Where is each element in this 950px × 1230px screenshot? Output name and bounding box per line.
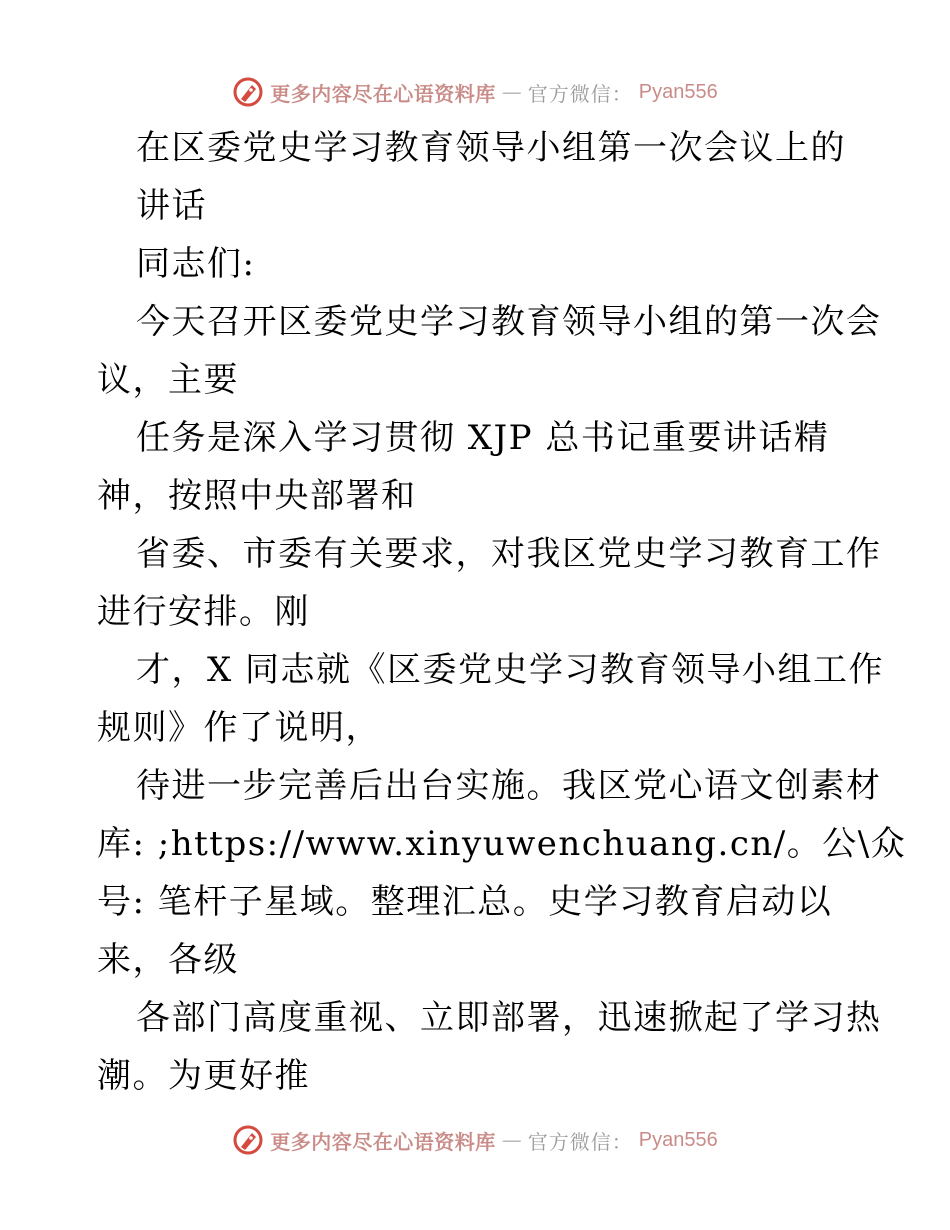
text-line: 待进一步完善后出台实施。我区党心语文创素材: [136, 766, 882, 806]
wechat-id: Pyan556: [638, 1128, 718, 1151]
header-watermark-banner: [0, 72, 950, 112]
text-line: 今天召开区委党史学习教育领导小组的第一次会: [136, 302, 882, 342]
text-line: 库: ;https://www.xinyuwenchuang.cn/。公\众: [97, 824, 907, 864]
wechat-id: Pyan556: [638, 80, 718, 103]
text-line: 规则》作了说明，: [97, 708, 381, 748]
wechat-label: 官方微信：: [527, 81, 633, 106]
brand-text: 更多内容尽在心语资料库: [270, 1129, 496, 1154]
text-line: 同志们:: [136, 244, 256, 284]
banner-separator: —: [501, 1128, 522, 1152]
text-line: 各部门高度重视、立即部署，迅速掀起了学习热: [136, 998, 882, 1038]
footer-watermark-banner: [0, 1120, 950, 1160]
text-line: 任务是深入学习贯彻 XJP 总书记重要讲话精: [136, 418, 830, 458]
text-line: 省委、市委有关要求，对我区党史学习教育工作: [136, 534, 882, 574]
text-line: 在区委党史学习教育领导小组第一次会议上的: [136, 128, 846, 168]
banner-separator: —: [501, 80, 522, 104]
text-line: 来，各级: [97, 940, 239, 980]
text-line: 潮。为更好推: [97, 1056, 310, 1096]
text-line: 议，主要: [97, 360, 239, 400]
text-line: 讲话: [136, 186, 207, 226]
text-line: 神，按照中央部署和: [97, 476, 417, 516]
text-line: 进行安排。刚: [97, 592, 310, 632]
text-line: 号: 笔杆子星域。整理汇总。史学习教育启动以: [97, 882, 833, 922]
brand-text: 更多内容尽在心语资料库: [270, 81, 496, 106]
pen-nib-logo-icon: [232, 1124, 264, 1156]
wechat-label: 官方微信：: [527, 1129, 633, 1154]
pen-nib-logo-icon: [232, 76, 264, 108]
document-body: [97, 119, 907, 1105]
text-line: 才，X 同志就《区委党史学习教育领导小组工作: [136, 650, 885, 690]
